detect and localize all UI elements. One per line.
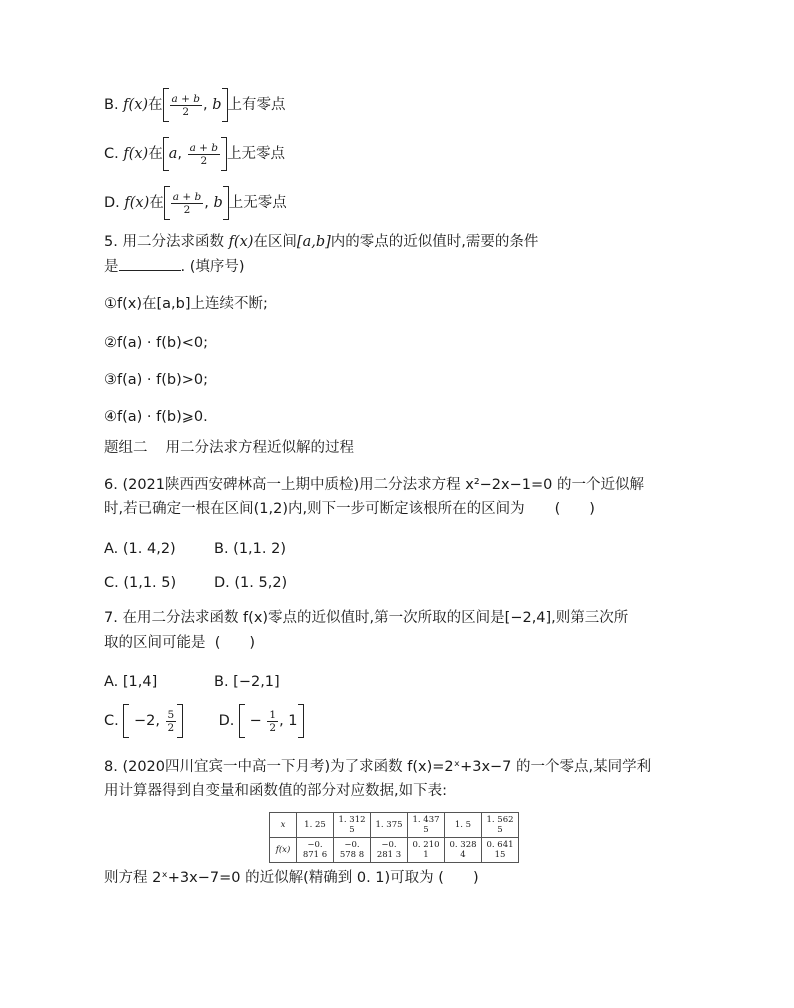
- q5-condition-3: ③f(a) · f(b)>0;: [104, 372, 209, 388]
- q7-option-c[interactable]: C. −2, $\frac{5}{2}$: [104, 704, 214, 738]
- function-symbol: f(x): [123, 97, 149, 113]
- option-suffix: 上无零点: [227, 146, 286, 162]
- q5-condition-1: ①f(x)在[a,b]上连续不断;: [104, 296, 268, 312]
- interval-bracket: $\frac{a + b}{2}$ , b: [163, 88, 228, 122]
- fraction: $\frac{a + b}{2}$: [189, 141, 219, 167]
- option-label: D.: [104, 195, 125, 211]
- q7-option-b[interactable]: B. [−2,1]: [214, 674, 280, 690]
- interval-bracket: $\frac{a + b}{2}$ , b: [164, 186, 229, 220]
- q6-option-a[interactable]: A. (1. 4,2): [104, 541, 176, 557]
- function-symbol: f(x): [124, 195, 150, 211]
- in-text: 在: [148, 146, 163, 162]
- answer-blank[interactable]: [119, 256, 181, 271]
- q5-condition-4: ④f(a) · f(b)⩾0.: [104, 409, 208, 425]
- table-cell: 1. 437 5: [408, 813, 445, 838]
- table-cell: 1. 312 5: [334, 813, 371, 838]
- table-cell: 1. 5: [445, 813, 482, 838]
- option-label: C.: [104, 146, 124, 162]
- table-cell: 0. 641 15: [482, 838, 519, 863]
- option-d-q4: [104, 186, 287, 220]
- q6-options-cd: [104, 573, 287, 593]
- q5-condition-2: ②f(a) · f(b)<0;: [104, 335, 209, 351]
- table-row: [270, 813, 519, 838]
- table-cell: 1. 25: [297, 813, 334, 838]
- answer-paren: ( ): [554, 501, 595, 517]
- table-cell: 1. 375: [371, 813, 408, 838]
- table-cell: 1. 562 5: [482, 813, 519, 838]
- q8-line3: 则方程 2ˣ+3x−7=0 的近似解(精确到 0. 1)可取为 ( ): [104, 870, 479, 886]
- table-row: [270, 838, 519, 863]
- q7-option-a[interactable]: A. [1,4]: [104, 674, 158, 690]
- table-header-cell: x: [270, 813, 297, 838]
- q7-options-cd: [104, 704, 304, 738]
- table-cell: −0. 578 8: [334, 838, 371, 863]
- option-label: B.: [104, 97, 124, 113]
- answer-paren: ( ): [214, 635, 256, 651]
- table-cell: 0. 210 1: [408, 838, 445, 863]
- q5-line1: 5. 用二分法求函数 f(x)在区间[a,b]内的零点的近似值时,需要的条件: [104, 234, 539, 250]
- q6-option-d[interactable]: D. (1. 5,2): [214, 575, 288, 591]
- fraction: $\frac{a + b}{2}$: [171, 92, 200, 118]
- in-text: 在: [148, 97, 163, 113]
- q7-line2: 取的区间可能是 ( ): [104, 635, 256, 651]
- data-table: [269, 812, 519, 863]
- section-heading: [104, 438, 354, 458]
- q7-option-d[interactable]: D. − $\frac{1}{2}$ , 1: [214, 713, 304, 729]
- fraction: $\frac{a + b}{2}$: [172, 190, 202, 216]
- q5-line2: 是 . (填序号): [104, 256, 245, 277]
- table-cell: 0. 328 4: [445, 838, 482, 863]
- table-header-cell: f(x): [270, 838, 297, 863]
- q6-options-ab: [104, 539, 286, 559]
- option-suffix: 上有零点: [227, 97, 286, 113]
- option-c-q4: [104, 137, 285, 171]
- q7-options-ab: [104, 672, 280, 692]
- q6-line1: 6. (2021陕西西安碑林高一上期中质检)用二分法求方程 x²−2x−1=0 的一个近似解: [104, 477, 644, 493]
- q8-line2: 用计算器得到自变量和函数值的部分对应数据,如下表:: [104, 783, 447, 799]
- interval-bracket: a , $\frac{a + b}{2}$: [163, 137, 227, 171]
- option-suffix: 上无零点: [228, 195, 287, 211]
- group-label: 题组二: [104, 440, 148, 456]
- q6-line2: 时,若已确定一根在区间(1,2)内,则下一步可断定该根所在的区间为 ( ): [104, 501, 595, 517]
- q6-option-c[interactable]: C. (1,1. 5): [104, 575, 177, 591]
- q7-line1: 7. 在用二分法求函数 f(x)零点的近似值时,第一次所取的区间是[−2,4],则第三次所: [104, 610, 629, 626]
- q8-line1: 8. (2020四川宜宾一中高一下月考)为了求函数 f(x)=2ˣ+3x−7 的一个零点,某同学利: [104, 759, 652, 775]
- answer-paren: ( ): [438, 870, 479, 886]
- option-b-q4: [104, 88, 286, 122]
- table-cell: −0. 281 3: [371, 838, 408, 863]
- q6-option-b[interactable]: B. (1,1. 2): [214, 541, 286, 557]
- table-cell: −0. 871 6: [297, 838, 334, 863]
- function-symbol: f(x): [123, 146, 149, 162]
- in-text: 在: [149, 195, 164, 211]
- group-title: 用二分法求方程近似解的过程: [165, 440, 354, 456]
